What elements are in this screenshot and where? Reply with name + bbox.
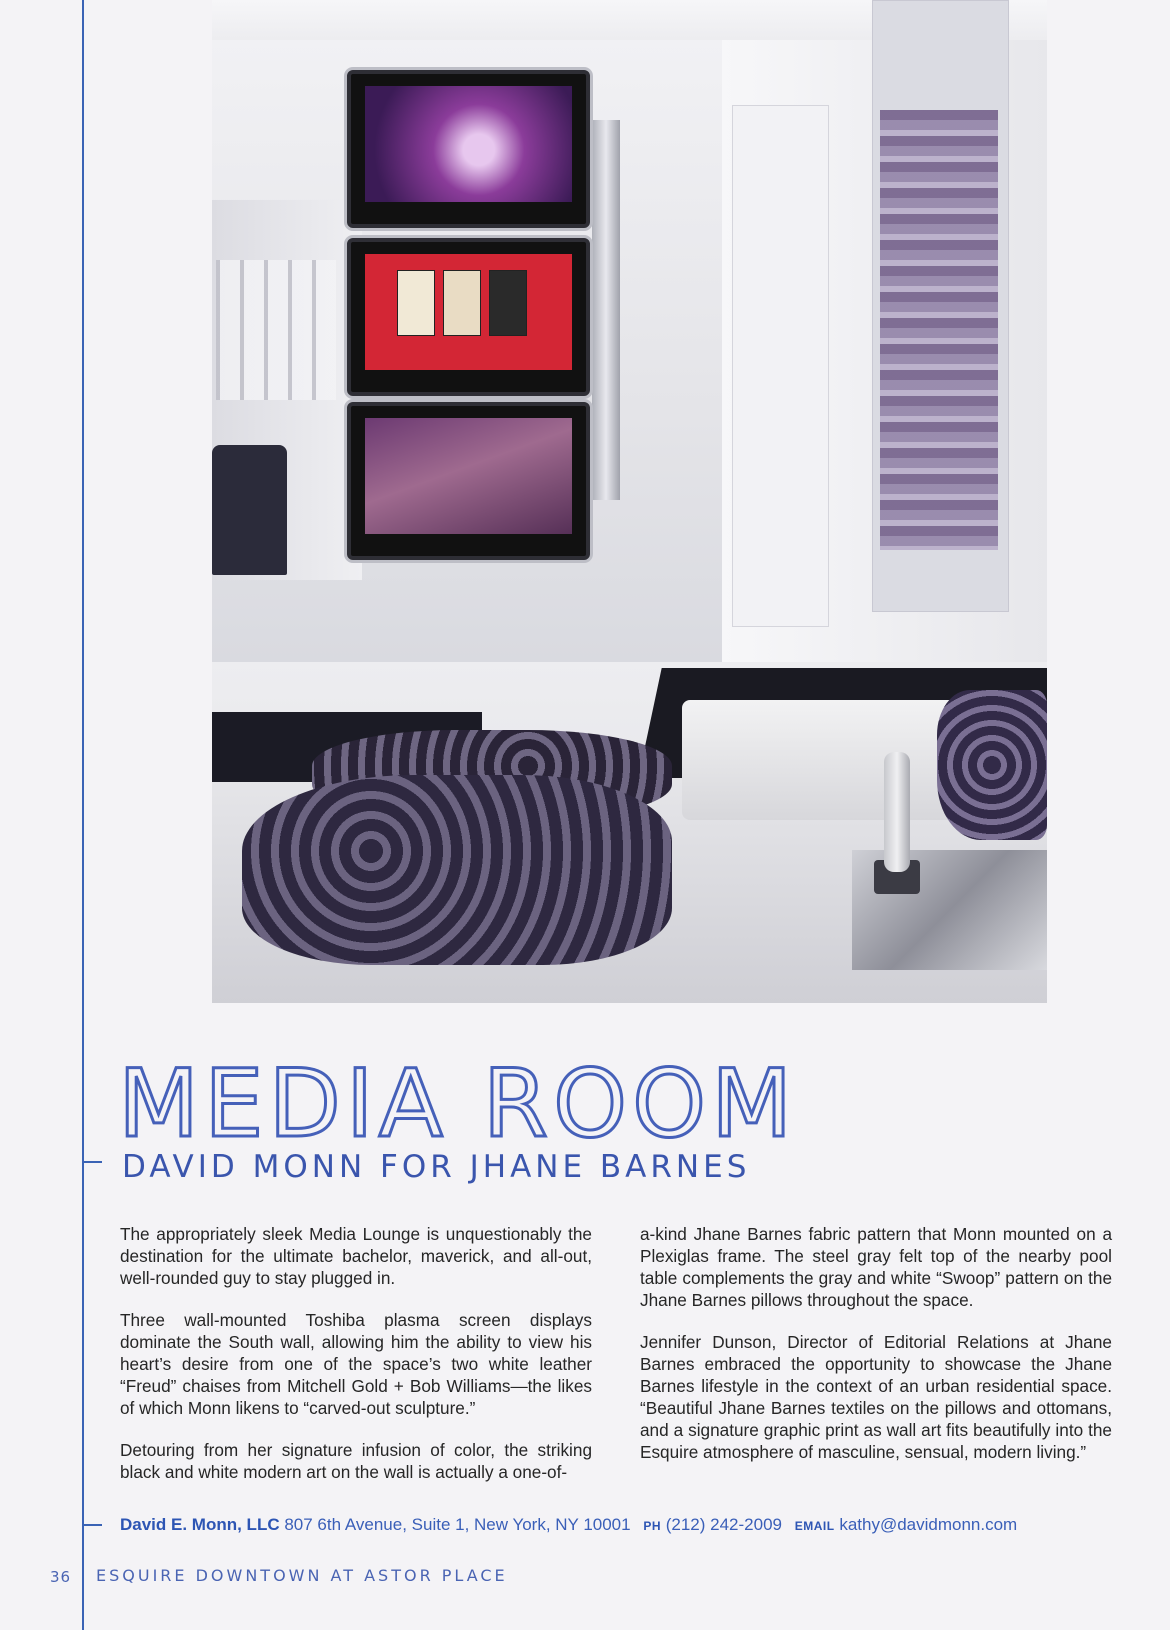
email-address: kathy@davidmonn.com (839, 1515, 1018, 1534)
email-label: EMAIL (794, 1519, 835, 1533)
contact-tick (82, 1524, 102, 1526)
headline: MEDIA ROOM (118, 1050, 798, 1159)
swoop-pillow (937, 690, 1047, 840)
magazine-cover (489, 270, 527, 336)
magazine-cover (443, 270, 481, 336)
running-title: ESQUIRE DOWNTOWN AT ASTOR PLACE (96, 1566, 508, 1585)
firm-name: David E. Monn, LLC (120, 1515, 280, 1534)
wall-art-fabric (880, 110, 998, 550)
phone-label: PH (643, 1519, 661, 1533)
plasma-screen-top (347, 70, 590, 228)
swoop-pillow (242, 775, 672, 965)
paragraph: The appropriately sleek Media Lounge is unquestionably the destination for the ultimate bachelor, maverick, and all-out, well-rounded guy to stay plugged in. (120, 1224, 592, 1288)
magazine-cover (397, 270, 435, 336)
media-room-photo (212, 0, 1047, 1003)
reflected-chair (212, 445, 287, 575)
phone-number: (212) 242-2009 (665, 1515, 782, 1534)
paragraph: Three wall-mounted Toshiba plasma screen displays dominate the South wall, allowing him the ability to view his heart’s desire from one of the space’s two white leather “Freud” chaises from Mitchell Gold + Bob Williams—the likes of which Monn likens to “carved-out sculpture.” (120, 1310, 592, 1418)
screen-image (365, 86, 572, 202)
paragraph: a-kind Jhane Barnes fabric pattern that Monn mounted on a Plexiglas frame. The steel gray felt top of the nearby pool table complements the gray and white “Swoop” pattern on the Jhane Barnes pillows throughout the space. (640, 1224, 1112, 1310)
subhead-tick (82, 1161, 102, 1163)
page-number: 36 (50, 1568, 72, 1586)
plasma-screen-middle (347, 238, 590, 396)
door (732, 105, 829, 627)
reflected-windows (216, 260, 336, 400)
screen-image (365, 418, 572, 534)
cordless-phone (884, 752, 910, 872)
margin-rule (82, 0, 84, 1630)
paragraph: Detouring from her signature infusion of color, the striking black and white modern art on the wall is actually a one-of- (120, 1440, 592, 1482)
contact-line (120, 1515, 1017, 1535)
chrome-pillar (592, 120, 620, 500)
address: 807 6th Avenue, Suite 1, New York, NY 10001 (284, 1515, 631, 1534)
article-column-left (120, 1223, 592, 1503)
article-column-right (640, 1223, 1112, 1483)
subheadline: DAVID MONN FOR JHANE BARNES (122, 1149, 751, 1185)
paragraph: Jennifer Dunson, Director of Editorial Relations at Jhane Barnes embraced the opportunity to showcase the Jhane Barnes lifestyle in the context of an urban residential space. “Beautiful Jhane Barnes textiles on the pillows and ottomans, and a signature graphic print as wall art fits beautifully into the Esquire atmosphere of masculine, sensual, modern living.” (640, 1332, 1112, 1462)
screen-image (365, 254, 572, 370)
plasma-screen-bottom (347, 402, 590, 560)
